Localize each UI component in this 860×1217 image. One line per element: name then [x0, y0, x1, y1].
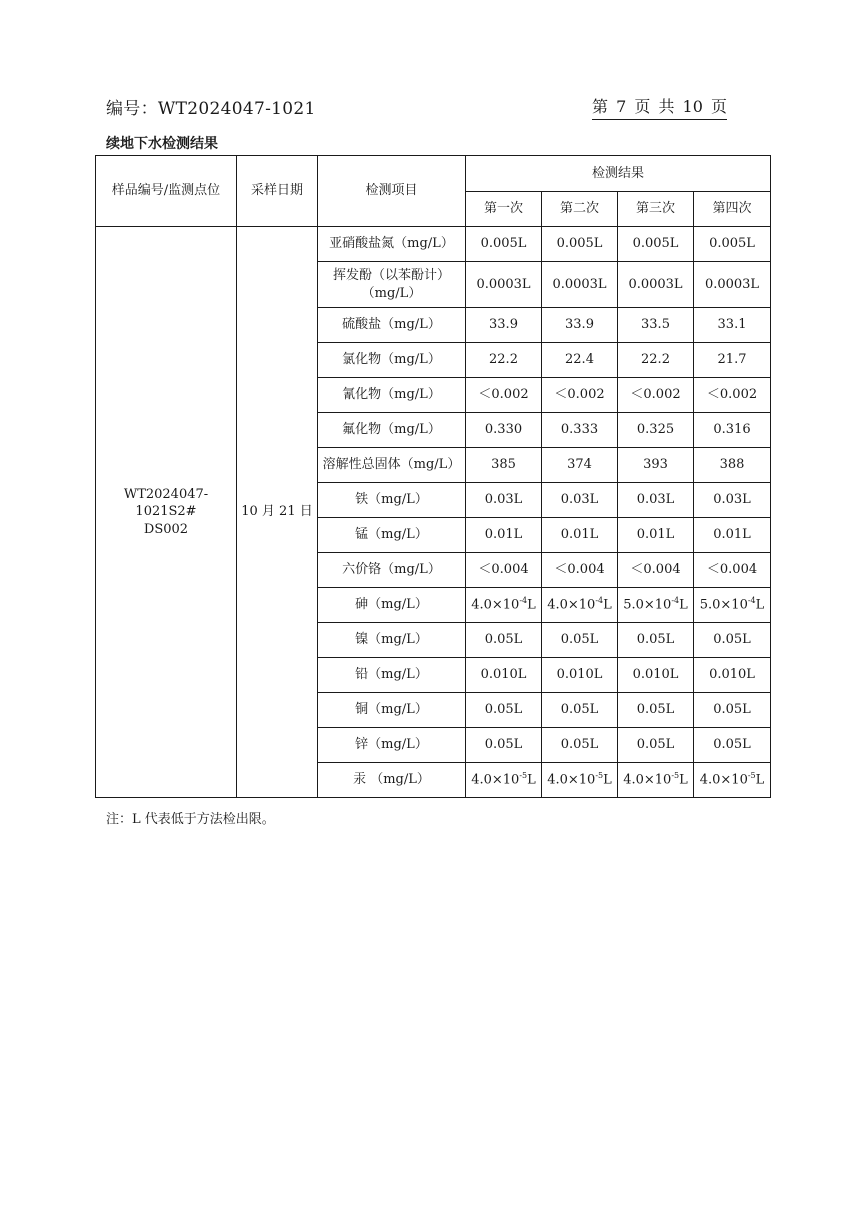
value-exponent: -4: [747, 596, 756, 606]
header-sample-id: 样品编号/监测点位: [96, 156, 237, 227]
test-item-cell: 溶解性总固体（mg/L）: [318, 448, 466, 483]
result-value-cell: 0.005L: [694, 227, 771, 262]
result-value-cell: 385: [466, 448, 542, 483]
result-value-cell: 374: [542, 448, 618, 483]
result-value-cell: ＜0.004: [542, 553, 618, 588]
section-title: 续地下水检测结果: [106, 136, 218, 152]
result-value-cell: 0.005L: [542, 227, 618, 262]
footnote: 注：L 代表低于方法检出限。: [106, 812, 275, 827]
result-value-cell: ＜0.002: [542, 378, 618, 413]
value-base: 4.0×10: [471, 772, 520, 788]
value-exponent: -4: [595, 596, 604, 606]
test-item-cell: 硫酸盐（mg/L）: [318, 308, 466, 343]
result-value-cell: ＜0.002: [618, 378, 694, 413]
value-suffix: L: [755, 772, 765, 788]
test-item-cell: 汞 （mg/L）: [318, 763, 466, 798]
result-value-cell: [694, 763, 771, 798]
result-value-cell: 388: [694, 448, 771, 483]
value-exponent: -4: [671, 596, 680, 606]
value-suffix: L: [527, 597, 536, 613]
test-item-cell: 锰（mg/L）: [318, 518, 466, 553]
result-value-cell: 22.4: [542, 343, 618, 378]
result-value-cell: 0.03L: [694, 483, 771, 518]
result-value-cell: 0.05L: [618, 623, 694, 658]
value-base: 4.0×10: [547, 597, 596, 613]
test-item-cell: 挥发酚（以苯酚计）（mg/L）: [318, 262, 466, 308]
header-round-3: 第三次: [618, 192, 694, 227]
test-item-cell: 氰化物（mg/L）: [318, 378, 466, 413]
result-value-cell: 0.05L: [466, 693, 542, 728]
result-value-cell: 0.05L: [618, 728, 694, 763]
test-item-cell: 亚硝酸盐氮（mg/L）: [318, 227, 466, 262]
result-value-cell: 0.010L: [618, 658, 694, 693]
test-item-cell: 六价铬（mg/L）: [318, 553, 466, 588]
test-item-cell: 铅（mg/L）: [318, 658, 466, 693]
result-value-cell: 0.01L: [694, 518, 771, 553]
result-value-cell: 393: [618, 448, 694, 483]
result-value-cell: [694, 588, 771, 623]
result-value-cell: 0.05L: [542, 623, 618, 658]
result-value-cell: 0.333: [542, 413, 618, 448]
results-table-body: [96, 156, 771, 798]
result-value-cell: 0.325: [618, 413, 694, 448]
test-item-cell: 铜（mg/L）: [318, 693, 466, 728]
test-item-cell: 锌（mg/L）: [318, 728, 466, 763]
result-value-cell: ＜0.004: [466, 553, 542, 588]
result-value-cell: [466, 588, 542, 623]
result-value-cell: ＜0.002: [466, 378, 542, 413]
value-suffix: L: [755, 597, 765, 613]
result-value-cell: 0.010L: [466, 658, 542, 693]
sample-id-line1: WT2024047-1021S2#: [123, 486, 209, 520]
result-value-cell: 0.005L: [466, 227, 542, 262]
test-item-cell: 铁（mg/L）: [318, 483, 466, 518]
value-exponent: -5: [671, 771, 680, 781]
header-row-1: [96, 156, 771, 192]
sample-id-line2: DS002: [143, 521, 189, 537]
result-value-cell: 33.9: [466, 308, 542, 343]
result-value-cell: 0.05L: [694, 693, 771, 728]
value-base: 4.0×10: [699, 772, 748, 788]
header-test-item: 检测项目: [318, 156, 466, 227]
result-value-cell: [466, 763, 542, 798]
table-row: [96, 227, 771, 262]
value-suffix: L: [603, 597, 612, 613]
result-value-cell: 0.03L: [466, 483, 542, 518]
value-base: 4.0×10: [547, 772, 596, 788]
result-value-cell: 21.7: [694, 343, 771, 378]
result-value-cell: 0.01L: [466, 518, 542, 553]
test-item-cell: 镍（mg/L）: [318, 623, 466, 658]
result-value-cell: 0.316: [694, 413, 771, 448]
header-round-4: 第四次: [694, 192, 771, 227]
result-value-cell: 0.0003L: [542, 262, 618, 308]
result-value-cell: 0.0003L: [618, 262, 694, 308]
result-value-cell: [618, 588, 694, 623]
result-value-cell: 0.0003L: [694, 262, 771, 308]
results-table: [95, 155, 771, 798]
result-value-cell: 0.05L: [466, 728, 542, 763]
result-value-cell: 33.5: [618, 308, 694, 343]
result-value-cell: 22.2: [618, 343, 694, 378]
result-value-cell: 0.05L: [542, 728, 618, 763]
result-value-cell: 0.010L: [694, 658, 771, 693]
header-round-2: 第二次: [542, 192, 618, 227]
result-value-cell: 0.010L: [542, 658, 618, 693]
result-value-cell: ＜0.002: [694, 378, 771, 413]
result-value-cell: 0.0003L: [466, 262, 542, 308]
test-item-cell: 砷（mg/L）: [318, 588, 466, 623]
page-indicator: 第 7 页 共 10 页: [592, 94, 727, 120]
sample-id-cell: [96, 227, 237, 798]
value-base: 5.0×10: [623, 597, 672, 613]
value-suffix: L: [679, 772, 688, 788]
report-number: 编号：WT2024047-1021: [106, 99, 316, 119]
test-item-cell: 氯化物（mg/L）: [318, 343, 466, 378]
result-value-cell: 0.03L: [618, 483, 694, 518]
value-exponent: -5: [747, 771, 756, 781]
result-value-cell: 0.05L: [618, 693, 694, 728]
result-value-cell: 0.330: [466, 413, 542, 448]
value-suffix: L: [679, 597, 688, 613]
result-value-cell: [542, 763, 618, 798]
result-value-cell: 0.03L: [542, 483, 618, 518]
value-base: 5.0×10: [699, 597, 748, 613]
header-sample-date: 采样日期: [237, 156, 318, 227]
result-value-cell: 0.005L: [618, 227, 694, 262]
value-exponent: -5: [595, 771, 604, 781]
header-round-1: 第一次: [466, 192, 542, 227]
sample-date-cell: 10 月 21 日: [237, 227, 318, 798]
value-exponent: -4: [519, 596, 528, 606]
value-suffix: L: [527, 772, 536, 788]
test-item-cell: 氟化物（mg/L）: [318, 413, 466, 448]
result-value-cell: 0.05L: [466, 623, 542, 658]
header-results: 检测结果: [466, 156, 771, 192]
result-value-cell: 0.05L: [542, 693, 618, 728]
result-value-cell: [618, 763, 694, 798]
result-value-cell: 0.01L: [542, 518, 618, 553]
result-value-cell: 33.1: [694, 308, 771, 343]
result-value-cell: 0.05L: [694, 623, 771, 658]
result-value-cell: [542, 588, 618, 623]
value-base: 4.0×10: [471, 597, 520, 613]
value-suffix: L: [603, 772, 612, 788]
result-value-cell: 0.05L: [694, 728, 771, 763]
result-value-cell: ＜0.004: [694, 553, 771, 588]
value-base: 4.0×10: [623, 772, 672, 788]
value-exponent: -5: [519, 771, 528, 781]
result-value-cell: ＜0.004: [618, 553, 694, 588]
result-value-cell: 22.2: [466, 343, 542, 378]
result-value-cell: 0.01L: [618, 518, 694, 553]
result-value-cell: 33.9: [542, 308, 618, 343]
